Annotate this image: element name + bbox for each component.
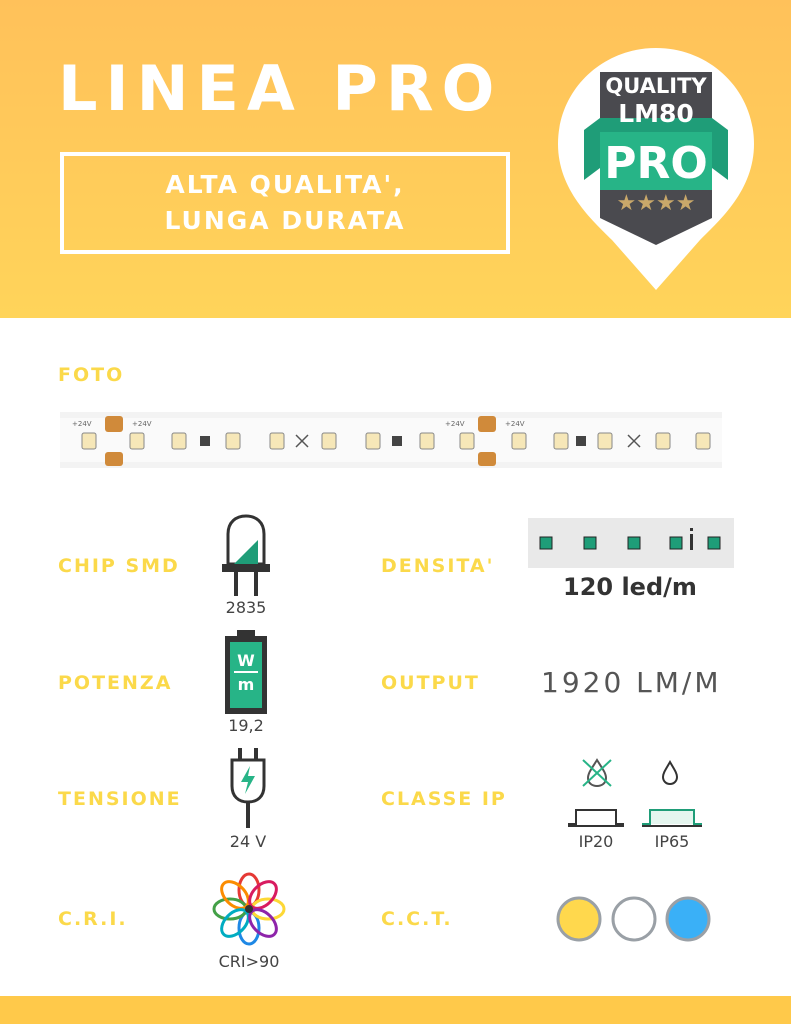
cri-value: CRI>90 <box>218 952 280 971</box>
page-title: LINEA PRO <box>58 52 503 125</box>
cct-swatch-warm <box>558 898 600 940</box>
cri-label: C.R.I. <box>58 908 128 930</box>
plug-icon <box>228 748 268 830</box>
subtitle-line1: ALTA QUALITA', <box>165 170 405 199</box>
cct-color-swatches <box>554 893 714 947</box>
badge-lm80-text: LM80 <box>618 99 694 128</box>
strip-mark-2: +24V <box>132 420 152 428</box>
classe-ip-label: CLASSE IP <box>381 788 507 810</box>
output-value: 1920 LM/M <box>541 666 722 699</box>
potenza-value: 19,2 <box>228 716 264 735</box>
no-water-icon <box>580 756 614 790</box>
led-strip-photo <box>60 412 722 468</box>
footer-bar <box>0 996 791 1024</box>
unit-top: W <box>237 651 255 670</box>
strip-mark-3: +24V <box>445 420 465 428</box>
ip20-profile-icon <box>566 806 626 828</box>
led-chip-icon <box>218 512 274 598</box>
chip-smd-label: CHIP SMD <box>58 555 180 577</box>
color-flower-icon <box>210 870 288 948</box>
potenza-label: POTENZA <box>58 672 173 694</box>
output-label: OUTPUT <box>381 672 480 694</box>
densita-value: 120 led/m <box>563 573 697 601</box>
strip-mark-4: +24V <box>505 420 525 428</box>
ip65-label: IP65 <box>654 832 690 851</box>
tensione-label: TENSIONE <box>58 788 182 810</box>
strip-mark-1: +24V <box>72 420 92 428</box>
tensione-value: 24 V <box>229 832 267 851</box>
subtitle-box <box>60 152 510 254</box>
ip65-profile-icon <box>640 806 704 828</box>
badge-stars-text: ★★★★ <box>616 191 696 216</box>
badge-pro-text: PRO <box>604 138 708 189</box>
ip20-label: IP20 <box>578 832 614 851</box>
cct-swatch-cool <box>667 898 709 940</box>
cct-label: C.C.T. <box>381 908 453 930</box>
header-banner <box>0 0 791 318</box>
foto-label: FOTO <box>58 364 125 386</box>
cct-swatch-neutral <box>613 898 655 940</box>
quality-badge-icon <box>550 40 762 296</box>
subtitle-line2: LUNGA DURATA <box>164 206 406 235</box>
densita-label: DENSITA' <box>381 555 495 577</box>
water-drop-icon <box>660 760 680 786</box>
battery-watt-per-meter-icon <box>223 630 269 716</box>
led-density-icon <box>528 518 734 568</box>
unit-bottom: m <box>237 675 255 694</box>
chip-value: 2835 <box>225 598 267 617</box>
badge-quality-text: QUALITY <box>605 74 707 98</box>
